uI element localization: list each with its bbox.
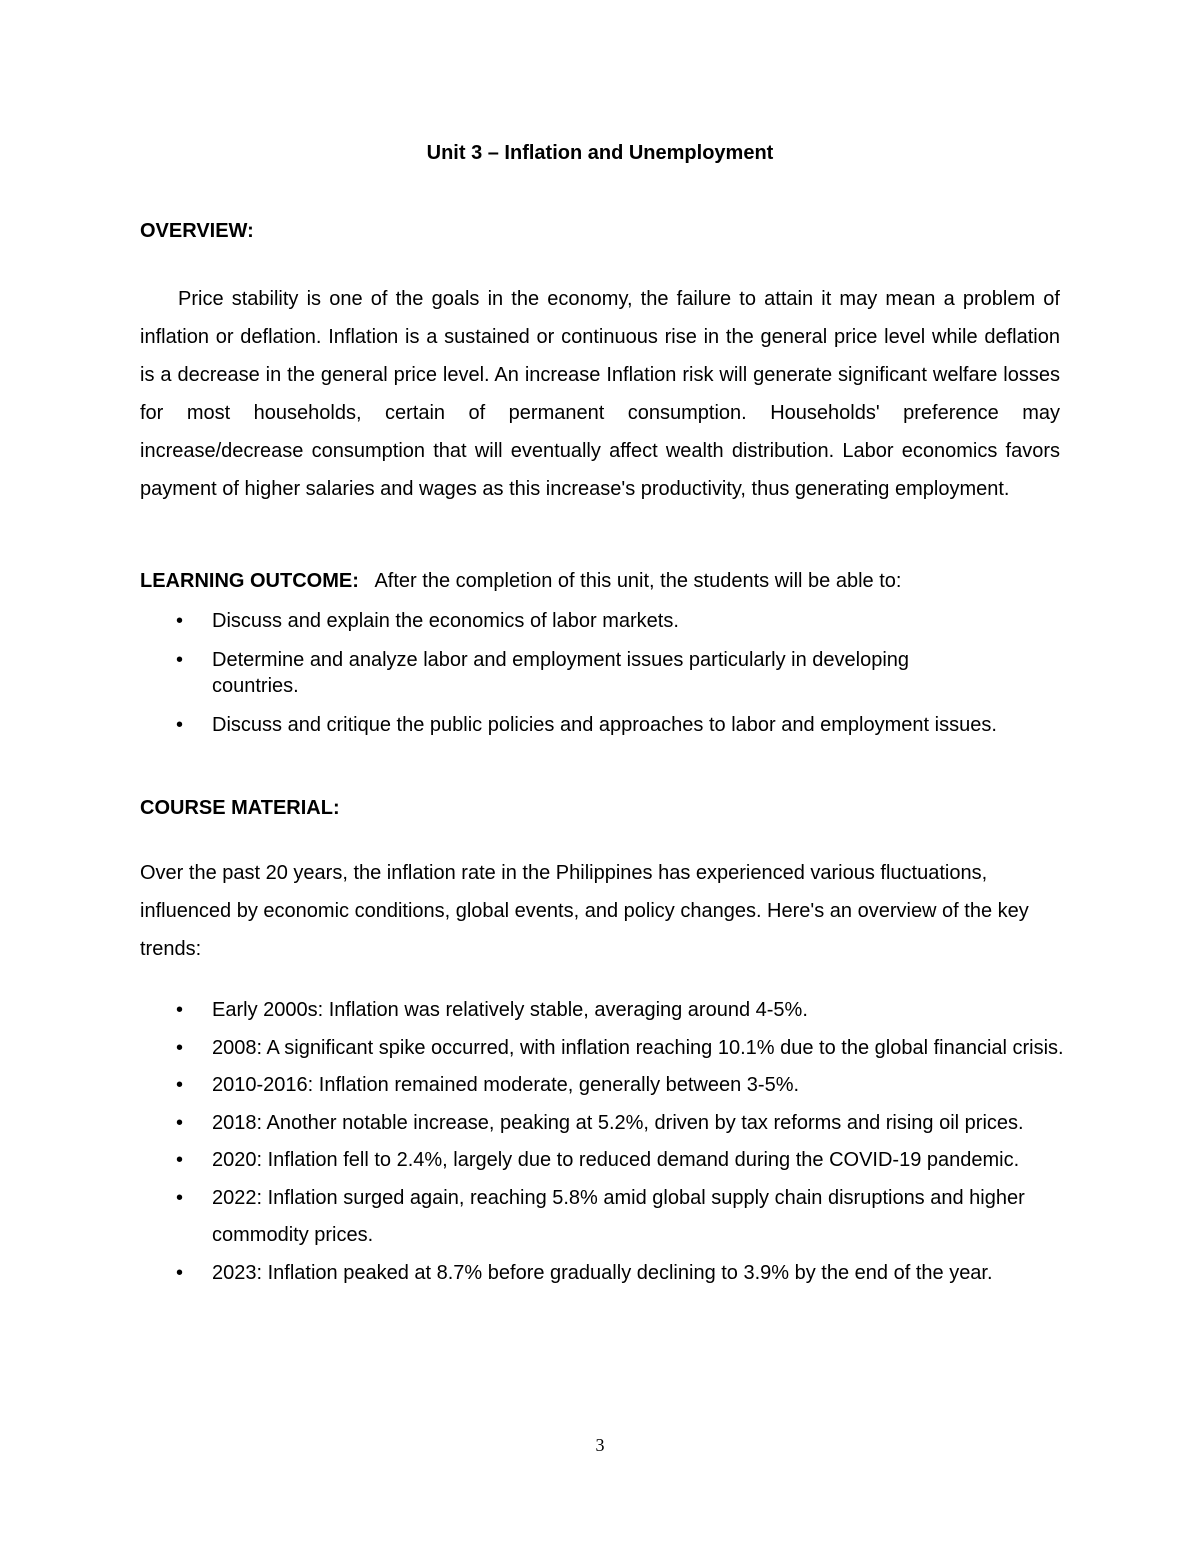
list-item-text: Early 2000s: Inflation was relatively stable, averaging around 4-5%. (212, 999, 808, 1021)
bullet-icon: • (176, 1036, 184, 1059)
bullet-icon: • (176, 714, 184, 736)
course-material-heading: COURSE MATERIAL: (140, 797, 340, 819)
list-item-text: 2008: A significant spike occurred, with inflation reaching 10.1% due to the global financial crisis. (212, 1036, 1064, 1059)
bullet-icon: • (176, 1186, 184, 1209)
list-item (140, 1105, 1080, 1143)
bullet-icon: • (176, 999, 184, 1021)
list-item (140, 1255, 1080, 1293)
list-item-text: Discuss and explain the economics of labor markets. (212, 610, 679, 632)
course-material-paragraph: Over the past 20 years, the inflation rate in the Philippines has experienced various fluctuations, influenced by economic conditions, global events, and policy changes. Here's an overview of the key trends: (140, 862, 1029, 960)
bullet-icon: • (176, 649, 184, 671)
list-item (140, 647, 1000, 699)
list-item-text: 2010-2016: Inflation remained moderate, generally between 3-5%. (212, 1074, 800, 1096)
list-item (140, 1067, 1080, 1105)
learning-outcome-list (140, 608, 1000, 751)
bullet-icon: • (176, 1111, 184, 1134)
list-item-text: 2023: Inflation peaked at 8.7% before gradually declining to 3.9% by the end of the year. (212, 1261, 993, 1284)
list-item (140, 608, 1000, 634)
list-item-text: 2020: Inflation fell to 2.4%, largely due to reduced demand during the COVID-19 pandemic. (212, 1149, 1020, 1171)
learning-outcome-intro: After the completion of this unit, the students will be able to: (374, 570, 902, 592)
list-item-text: Determine and analyze labor and employment issues particularly in developing countries. (212, 649, 910, 697)
page-number: 3 (595, 1435, 605, 1455)
list-item (140, 1030, 1080, 1068)
learning-outcome-line (140, 570, 901, 593)
list-item-text: Discuss and critique the public policies and approaches to labor and employment issues. (212, 714, 997, 736)
page-title: Unit 3 – Inflation and Unemployment (426, 142, 774, 164)
overview-paragraph: Price stability is one of the goals in the economy, the failure to attain it may mean a problem of inflation or deflation. Inflation is a sustained or continuous rise in the general price level while deflation is a decrease in the general price level. An increase Inflation risk will generate significant welfare losses for most households, certain of permanent consumption. Households' preference may increase/decrease consumption that will eventually affect wealth distribution. Labor economics favors payment of higher salaries and wages as this increase's productivity, thus generating employment. (140, 288, 1060, 500)
bullet-icon: • (176, 1149, 184, 1171)
overview-heading: OVERVIEW: (140, 220, 254, 242)
bullet-icon: • (176, 610, 184, 632)
inflation-trends-list (140, 992, 1080, 1292)
list-item (140, 1180, 1080, 1255)
list-item-text: 2018: Another notable increase, peaking at 5.2%, driven by tax reforms and rising oil prices. (212, 1111, 1024, 1134)
list-item (140, 1142, 1080, 1180)
bullet-icon: • (176, 1261, 184, 1284)
list-item-text: 2022: Inflation surged again, reaching 5.8% amid global supply chain disruptions and higher commodity prices. (212, 1186, 1025, 1246)
list-item (140, 712, 1000, 738)
list-item (140, 992, 1080, 1030)
learning-outcome-heading: LEARNING OUTCOME: (140, 570, 359, 592)
bullet-icon: • (176, 1074, 184, 1096)
